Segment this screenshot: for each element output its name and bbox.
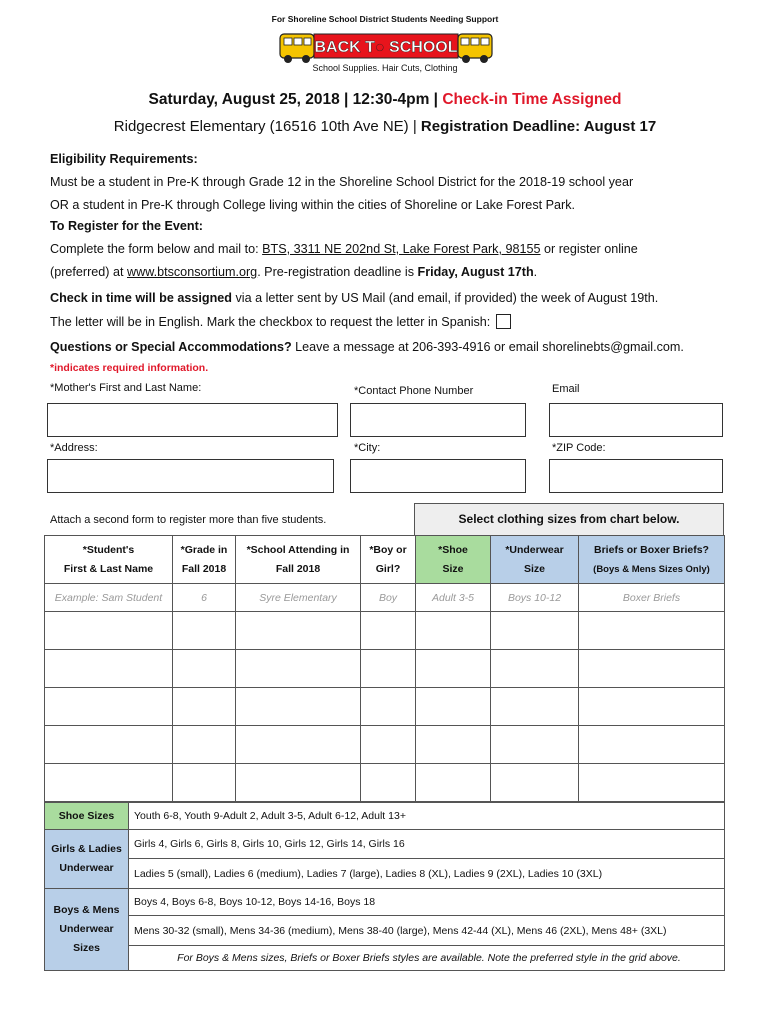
example-row <box>45 584 725 612</box>
email-field[interactable] <box>549 403 723 437</box>
boys-sizes-row <box>45 889 725 916</box>
col-school: *School Attending in Fall 2018 <box>236 536 361 584</box>
attach-note: Attach a second form to register more than five students. <box>50 514 327 526</box>
girls-ladies-label: Girls & Ladies Underwear <box>45 830 129 889</box>
briefs-note: For Boys & Mens sizes, Briefs or Boxer Briefs styles are available. Note the preferred style in the grid above. <box>129 946 725 971</box>
address-label: *Address: <box>50 442 98 454</box>
student-row[interactable] <box>45 688 725 726</box>
student-table-header <box>45 536 725 584</box>
student-row[interactable] <box>45 764 725 802</box>
example-briefs: Boxer Briefs <box>579 584 725 612</box>
example-grade: 6 <box>173 584 236 612</box>
ladies-sizes-row <box>45 859 725 889</box>
ladies-sizes-values: Ladies 5 (small), Ladies 6 (medium), Ladies 7 (large), Ladies 8 (XL), Ladies 9 (2XL), Ladies 10 (3XL) <box>129 859 725 889</box>
logo-tagline-top: For Shoreline School District Students Needing Support <box>271 14 499 24</box>
boys-sizes-values: Boys 4, Boys 6-8, Boys 10-12, Boys 14-16, Boys 18 <box>129 889 725 916</box>
example-underwear: Boys 10-12 <box>491 584 579 612</box>
register-heading: To Register for the Event: <box>50 219 204 233</box>
logo-title-part1: BACK T <box>314 39 375 56</box>
mens-sizes-row <box>45 916 725 946</box>
student-row[interactable] <box>45 650 725 688</box>
briefs-note-row <box>45 946 725 971</box>
select-sizes-header: Select clothing sizes from chart below. <box>414 503 724 536</box>
logo-tagline-bottom: School Supplies. Hair Cuts, Clothing <box>312 63 458 73</box>
shoe-sizes-row <box>45 803 725 830</box>
event-headline <box>0 91 770 109</box>
spanish-letter-checkbox[interactable] <box>496 314 511 329</box>
city-field[interactable] <box>350 459 526 493</box>
example-name: Example: Sam Student <box>45 584 173 612</box>
phone-field[interactable] <box>350 403 526 437</box>
website-link[interactable]: www.btsconsortium.org <box>127 265 258 279</box>
example-gender: Boy <box>361 584 416 612</box>
questions-line: Questions or Special Accommodations? Leave a message at 206-393-4916 or email shorelinebts@gmail.com. <box>50 340 684 354</box>
eligibility-line-2: OR a student in Pre-K through College living within the cities of Shoreline or Lake Forest Park. <box>50 198 576 212</box>
phone-label: *Contact Phone Number <box>354 385 474 397</box>
mail-address: BTS, 3311 NE 202nd St, Lake Forest Park, 98155 <box>262 242 541 256</box>
col-grade: *Grade in Fall 2018 <box>173 536 236 584</box>
checkin-line-2: The letter will be in English. Mark the checkbox to request the letter in Spanish: <box>50 314 511 329</box>
mother-name-label: *Mother's First and Last Name: <box>50 382 202 394</box>
zip-field[interactable] <box>549 459 723 493</box>
girls-sizes-row <box>45 830 725 859</box>
svg-text:BACK T● SCHOOL: BACK T● SCHOOL <box>314 39 458 56</box>
register-line-2: (preferred) at www.btsconsortium.org. Pre-registration deadline is Friday, August 17th. <box>50 265 538 279</box>
event-location <box>0 118 770 135</box>
example-school: Syre Elementary <box>236 584 361 612</box>
back-to-school-logo <box>270 14 500 76</box>
logo-title-part2: SCHOOL <box>384 39 458 56</box>
city-label: *City: <box>354 442 381 454</box>
school-bus-icon <box>278 26 494 64</box>
col-underwear-size: *Underwear Size <box>491 536 579 584</box>
col-briefs: Briefs or Boxer Briefs? (Boys & Mens Sizes Only) <box>579 536 725 584</box>
checkin-line-1: Check in time will be assigned via a letter sent by US Mail (and email, if provided) the week of August 19th. <box>50 291 659 305</box>
required-note: *indicates required information. <box>50 362 209 374</box>
event-date-time: Saturday, August 25, 2018 | 12:30-4pm | <box>148 91 443 108</box>
sizes-table <box>44 802 725 971</box>
example-shoe: Adult 3-5 <box>416 584 491 612</box>
zip-label: *ZIP Code: <box>552 442 606 454</box>
shoe-sizes-label: Shoe Sizes <box>45 803 129 830</box>
eligibility-heading: Eligibility Requirements: <box>50 152 198 166</box>
col-boy-girl: *Boy or Girl? <box>361 536 416 584</box>
boys-mens-label: Boys & Mens Underwear Sizes <box>45 889 129 971</box>
shoe-sizes-values: Youth 6-8, Youth 9-Adult 2, Adult 3-5, Adult 6-12, Adult 13+ <box>129 803 725 830</box>
location-text: Ridgecrest Elementary (16516 10th Ave NE) | <box>113 118 421 135</box>
registration-deadline: Registration Deadline: August 17 <box>420 118 657 135</box>
mens-sizes-values: Mens 30-32 (small), Mens 34-36 (medium), Mens 38-40 (large), Mens 42-44 (XL), Mens 46 (2XL), Mens 48+ (3XL) <box>129 916 725 946</box>
student-row[interactable] <box>45 612 725 650</box>
address-field[interactable] <box>47 459 334 493</box>
student-table <box>44 535 725 802</box>
mother-name-field[interactable] <box>47 403 338 437</box>
email-label: Email <box>552 383 580 395</box>
col-student-name: *Student's First & Last Name <box>45 536 173 584</box>
checkin-assigned: Check-in Time Assigned <box>442 91 622 108</box>
student-row[interactable] <box>45 726 725 764</box>
register-line-1: Complete the form below and mail to: BTS, 3311 NE 202nd St, Lake Forest Park, 98155 or register online <box>50 242 638 256</box>
col-shoe-size: *Shoe Size <box>416 536 491 584</box>
eligibility-line-1: Must be a student in Pre-K through Grade 12 in the Shoreline School District for the 2018-19 school year <box>50 175 634 189</box>
girls-sizes-values: Girls 4, Girls 6, Girls 8, Girls 10, Girls 12, Girls 14, Girls 16 <box>129 830 725 859</box>
